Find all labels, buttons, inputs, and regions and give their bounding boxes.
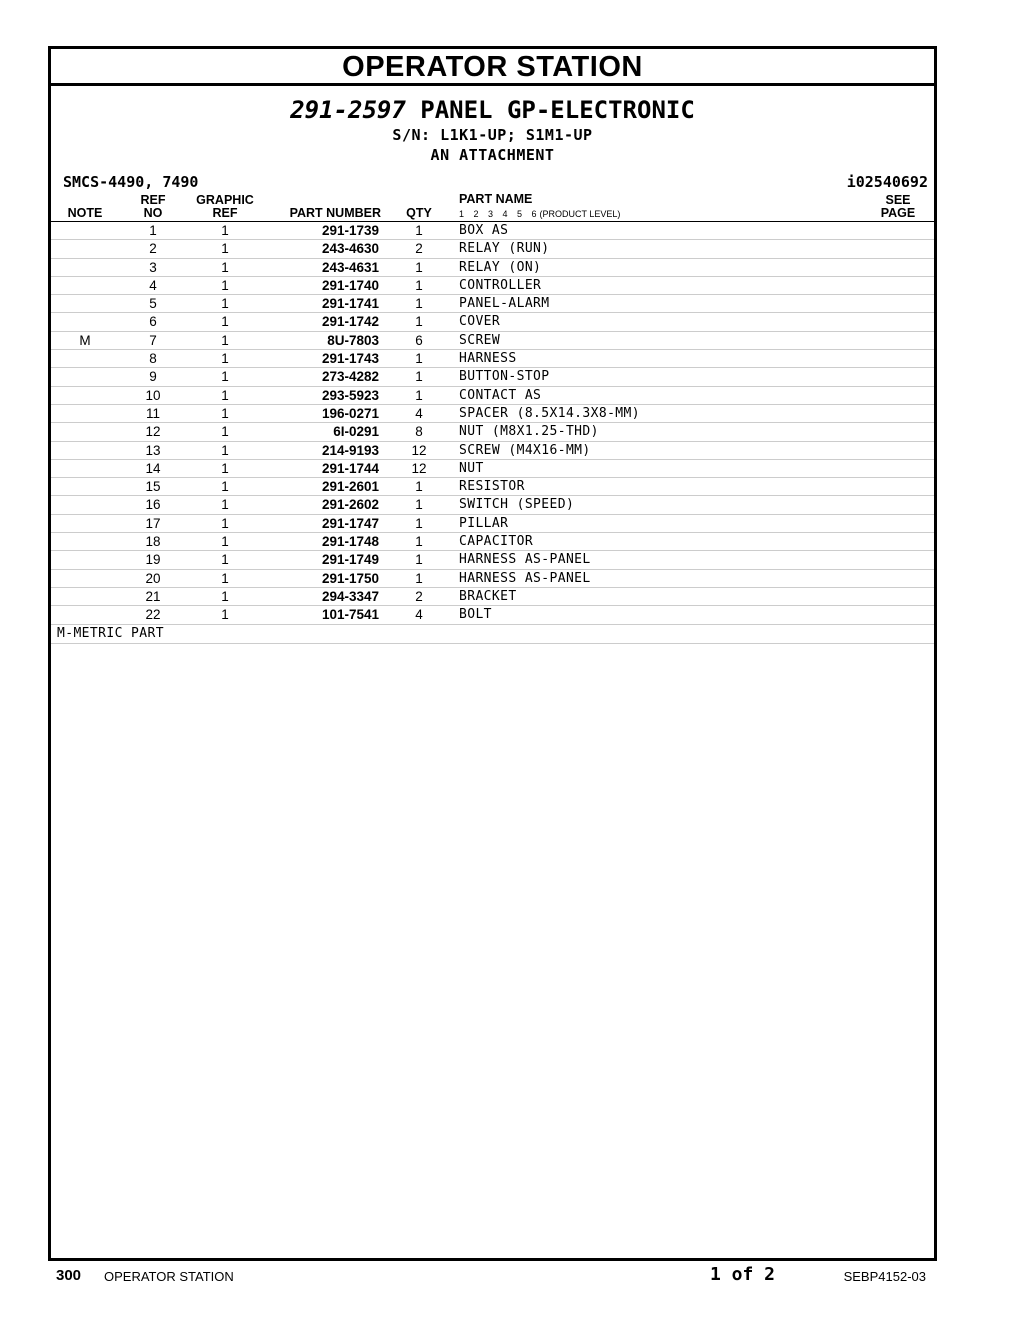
- row-graphic-ref: 1: [221, 607, 229, 623]
- row-ref-no: 16: [145, 497, 161, 513]
- row-ref-no: 14: [145, 460, 161, 476]
- row-qty: 12: [411, 442, 427, 458]
- row-part-name: HARNESS AS-PANEL: [459, 552, 591, 568]
- page-footer: [56, 1266, 930, 1286]
- row-ref-no: 20: [145, 570, 161, 586]
- row-graphic-ref: 1: [221, 241, 229, 257]
- row-qty: 1: [415, 223, 423, 238]
- table-row: [51, 551, 934, 569]
- table-row: [51, 368, 934, 386]
- row-ref-no: 19: [145, 552, 161, 568]
- header-qty: QTY: [406, 206, 432, 220]
- row-qty: 1: [415, 552, 423, 568]
- footer-section: OPERATOR STATION: [104, 1269, 234, 1284]
- product-level-label: (PRODUCT LEVEL): [539, 209, 621, 219]
- row-part-name: PILLAR: [459, 515, 509, 531]
- row-ref-no: 1: [149, 223, 157, 238]
- row-ref-no: 17: [145, 515, 161, 531]
- row-part-name: NUT (M8X1.25-THD): [459, 424, 599, 440]
- row-part-name: SPACER (8.5X14.3X8-MM): [459, 405, 640, 421]
- row-part-number: 273-4282: [321, 369, 379, 385]
- row-part-number: 8U-7803: [327, 332, 379, 348]
- table-row: [51, 387, 934, 405]
- row-part-name: CONTROLLER: [459, 277, 542, 293]
- row-qty: 1: [415, 314, 423, 330]
- row-qty: 1: [415, 351, 423, 367]
- row-note: M: [79, 332, 91, 348]
- row-part-number: 291-2602: [321, 497, 379, 513]
- row-qty: 1: [415, 369, 423, 385]
- table-row: [51, 496, 934, 514]
- row-graphic-ref: 1: [221, 515, 229, 531]
- row-graphic-ref: 1: [221, 442, 229, 458]
- row-ref-no: 13: [145, 442, 161, 458]
- document-number: SEBP4152-03: [843, 1269, 926, 1284]
- row-part-name: BUTTON-STOP: [459, 369, 550, 385]
- table-row: [51, 350, 934, 368]
- table-row: [51, 277, 934, 295]
- row-qty: 1: [415, 534, 423, 550]
- row-graphic-ref: 1: [221, 296, 229, 312]
- row-qty: 2: [415, 241, 423, 257]
- meta-line: [51, 169, 934, 193]
- footnote-row: [51, 625, 934, 644]
- row-part-number: 291-2601: [321, 479, 379, 495]
- header-graphic-top: GRAPHIC: [196, 193, 254, 207]
- header-levels: [459, 208, 620, 221]
- row-part-number: 243-4630: [321, 241, 379, 257]
- row-part-number: 196-0271: [321, 405, 379, 421]
- row-part-name: SWITCH (SPEED): [459, 497, 575, 513]
- table-row: [51, 460, 934, 478]
- row-part-name: SCREW (M4X16-MM): [459, 442, 591, 458]
- row-graphic-ref: 1: [221, 369, 229, 385]
- row-part-number: 291-1749: [321, 552, 379, 568]
- level-numbers: 1 2 3 4 5 6: [459, 209, 537, 219]
- row-graphic-ref: 1: [221, 570, 229, 586]
- row-ref-no: 5: [149, 296, 157, 312]
- table-row: [51, 423, 934, 441]
- table-row: [51, 259, 934, 277]
- row-graphic-ref: 1: [221, 552, 229, 568]
- parts-table-body: [51, 222, 934, 625]
- row-qty: 1: [415, 479, 423, 495]
- row-ref-no: 12: [145, 424, 161, 440]
- row-part-number: 291-1741: [321, 296, 379, 312]
- row-graphic-ref: 1: [221, 497, 229, 513]
- row-graphic-ref: 1: [221, 424, 229, 440]
- table-row: [51, 588, 934, 606]
- footnote: M-METRIC PART: [57, 625, 164, 641]
- sheet-indicator: 1 of 2: [710, 1264, 776, 1285]
- row-graphic-ref: 1: [221, 479, 229, 495]
- header-note: NOTE: [67, 206, 103, 220]
- row-qty: 6: [415, 332, 423, 348]
- table-row: [51, 295, 934, 313]
- table-row: [51, 478, 934, 496]
- row-qty: 8: [415, 424, 423, 440]
- page-number: 300: [56, 1267, 82, 1284]
- row-ref-no: 4: [149, 277, 157, 293]
- header-graphic-bottom: REF: [212, 206, 238, 220]
- row-part-number: 291-1748: [321, 534, 379, 550]
- header-see-top: SEE: [885, 193, 911, 207]
- table-row: [51, 332, 934, 350]
- row-ref-no: 6: [149, 314, 157, 330]
- row-graphic-ref: 1: [221, 588, 229, 604]
- smcs-codes: SMCS-4490, 7490: [63, 173, 199, 191]
- row-part-number: 291-1742: [321, 314, 379, 330]
- row-graphic-ref: 1: [221, 277, 229, 293]
- row-graphic-ref: 1: [221, 259, 229, 275]
- row-ref-no: 10: [145, 387, 161, 403]
- row-part-name: BOLT: [459, 607, 492, 623]
- row-qty: 1: [415, 515, 423, 531]
- row-part-name: NUT: [459, 460, 484, 476]
- row-qty: 1: [415, 387, 423, 403]
- parts-page-frame: [48, 46, 937, 1261]
- header-ref-bottom: NO: [143, 206, 163, 220]
- group-title: [51, 95, 934, 125]
- row-ref-no: 9: [149, 369, 157, 385]
- table-row: [51, 515, 934, 533]
- row-ref-no: 8: [149, 351, 157, 367]
- row-part-name: SCREW: [459, 332, 501, 348]
- row-qty: 12: [411, 460, 427, 476]
- header-part-number: PART NUMBER: [289, 206, 381, 220]
- row-part-number: 291-1743: [321, 351, 379, 367]
- illustration-id: i02540692: [846, 173, 928, 191]
- row-qty: 1: [415, 296, 423, 312]
- row-part-name: HARNESS: [459, 351, 517, 367]
- row-part-number: 291-1750: [321, 570, 379, 586]
- table-row: [51, 442, 934, 460]
- group-type: AN ATTACHMENT: [430, 146, 555, 164]
- row-part-number: 291-1744: [321, 460, 379, 476]
- row-part-number: 291-1739: [321, 223, 379, 238]
- row-part-number: 294-3347: [321, 588, 379, 604]
- row-ref-no: 2: [149, 241, 157, 257]
- row-part-number: 291-1747: [321, 515, 379, 531]
- header-see-bottom: PAGE: [880, 206, 916, 220]
- row-ref-no: 18: [145, 534, 161, 550]
- row-qty: 2: [415, 588, 423, 604]
- row-graphic-ref: 1: [221, 534, 229, 550]
- row-ref-no: 15: [145, 479, 161, 495]
- header-part-name: PART NAME: [459, 192, 533, 206]
- row-graphic-ref: 1: [221, 460, 229, 476]
- row-qty: 1: [415, 497, 423, 513]
- row-part-number: 291-1740: [321, 277, 379, 293]
- table-row: [51, 240, 934, 258]
- row-graphic-ref: 1: [221, 332, 229, 348]
- row-part-name: PANEL-ALARM: [459, 296, 550, 312]
- row-ref-no: 22: [145, 607, 161, 623]
- row-graphic-ref: 1: [221, 387, 229, 403]
- row-part-name: CAPACITOR: [459, 534, 534, 550]
- header-ref-top: REF: [140, 193, 166, 207]
- table-row: [51, 606, 934, 624]
- row-graphic-ref: 1: [221, 351, 229, 367]
- row-part-number: 293-5923: [321, 387, 379, 403]
- section-title: OPERATOR STATION: [51, 49, 934, 86]
- table-row: [51, 405, 934, 423]
- row-qty: 1: [415, 277, 423, 293]
- row-part-number: 243-4631: [321, 259, 379, 275]
- row-part-number: 101-7541: [321, 607, 379, 623]
- group-part-number: 291-2597: [290, 96, 406, 124]
- row-graphic-ref: 1: [221, 223, 229, 238]
- row-part-number: 214-9193: [321, 442, 379, 458]
- row-ref-no: 7: [149, 332, 157, 348]
- table-row: [51, 533, 934, 551]
- row-graphic-ref: 1: [221, 314, 229, 330]
- row-part-name: CONTACT AS: [459, 387, 542, 403]
- row-part-name: RESISTOR: [459, 479, 525, 495]
- row-part-name: BRACKET: [459, 588, 517, 604]
- row-part-name: RELAY (RUN): [459, 241, 550, 257]
- row-ref-no: 3: [149, 259, 157, 275]
- row-qty: 4: [415, 405, 423, 421]
- row-qty: 1: [415, 570, 423, 586]
- table-row: [51, 313, 934, 331]
- row-ref-no: 21: [145, 588, 161, 604]
- row-part-number: 6I-0291: [333, 424, 379, 440]
- table-header: [51, 193, 934, 222]
- row-qty: 1: [415, 259, 423, 275]
- table-row: [51, 222, 934, 240]
- row-qty: 4: [415, 607, 423, 623]
- row-ref-no: 11: [145, 405, 160, 421]
- row-part-name: BOX AS: [459, 223, 509, 238]
- row-part-name: RELAY (ON): [459, 259, 542, 275]
- row-part-name: HARNESS AS-PANEL: [459, 570, 591, 586]
- row-graphic-ref: 1: [221, 405, 229, 421]
- table-row: [51, 570, 934, 588]
- group-name: PANEL GP-ELECTRONIC: [420, 96, 695, 124]
- serial-range: S/N: L1K1-UP; S1M1-UP: [392, 126, 593, 144]
- row-part-name: COVER: [459, 314, 501, 330]
